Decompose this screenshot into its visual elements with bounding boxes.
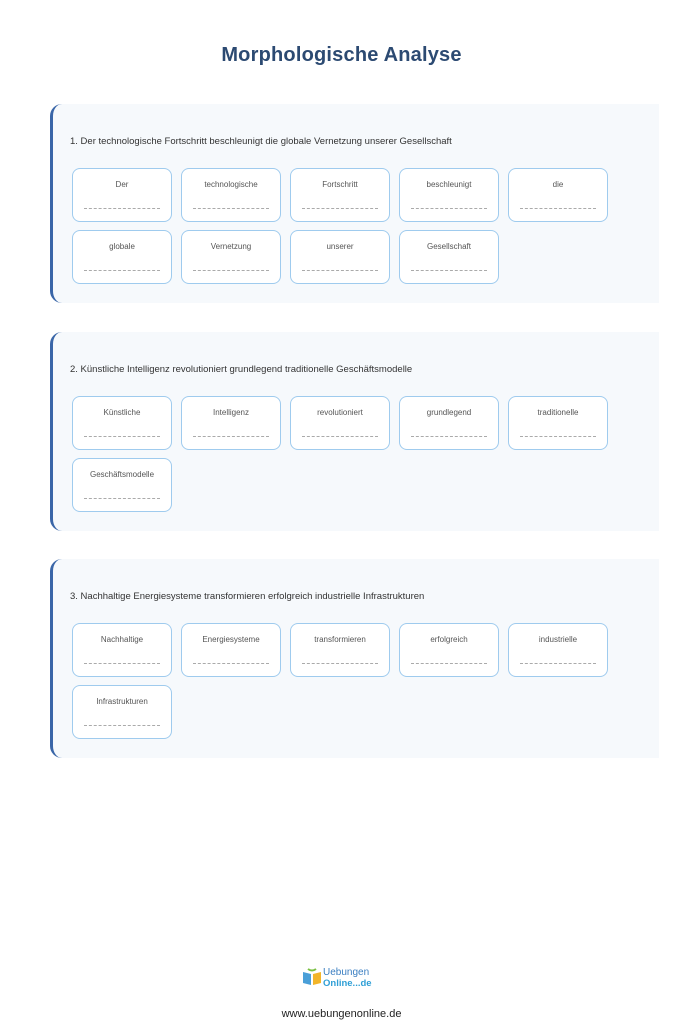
answer-line [84,270,160,271]
word-label: technologische [204,180,258,189]
site-logo[interactable] [302,966,382,994]
word-box[interactable] [181,168,281,222]
answer-line [411,436,487,437]
sentence-text: 2. Künstliche Intelligenz revolutioniert grundlegend traditionelle Geschäftsmodelle [70,364,413,375]
answer-line [193,270,269,271]
answer-line [302,436,378,437]
word-grid [72,168,632,284]
sentence-text: 3. Nachhaltige Energiesysteme transformieren erfolgreich industrielle Infrastrukturen [70,591,425,602]
answer-line [84,208,160,209]
answer-line [193,663,269,664]
answer-line [411,663,487,664]
word-box[interactable] [508,168,608,222]
answer-line [520,436,596,437]
word-label: Geschäftsmodelle [89,470,155,479]
word-box[interactable] [72,230,172,284]
word-box[interactable] [72,685,172,739]
answer-line [84,498,160,499]
word-box[interactable] [72,396,172,450]
answer-line [193,208,269,209]
word-label: grundlegend [426,408,472,417]
word-grid [72,396,632,512]
sentence-text: 1. Der technologische Fortschritt beschleunigt die globale Vernetzung unserer Gesellschaft [70,136,452,147]
footer-url[interactable]: www.uebungenonline.de [281,1008,402,1020]
answer-line [302,270,378,271]
word-box[interactable] [72,458,172,512]
word-label: Nachhaltige [100,635,144,644]
word-grid [72,623,632,739]
sentence-section-1 [50,104,659,303]
word-label: Fortschritt [322,180,358,189]
answer-line [411,208,487,209]
word-label: Der [115,180,129,189]
word-box[interactable] [399,230,499,284]
word-box[interactable] [72,623,172,677]
word-label: erfolgreich [430,635,468,644]
page-title: Morphologische Analyse [221,44,462,66]
word-label: globale [109,242,135,251]
word-box[interactable] [290,623,390,677]
logo-text-top: Uebungen [323,967,370,978]
word-box[interactable] [181,396,281,450]
word-label: transformieren [314,635,366,644]
sentence-section-3 [50,559,659,758]
answer-line [84,663,160,664]
word-label: revolutioniert [317,408,363,417]
word-label: industrielle [538,635,578,644]
word-box[interactable] [290,168,390,222]
word-label: Energiesysteme [202,635,260,644]
word-label: traditionelle [537,408,579,417]
word-box[interactable] [399,623,499,677]
word-label: Gesellschaft [426,242,472,251]
word-box[interactable] [181,230,281,284]
sentence-section-2 [50,332,659,531]
answer-line [84,436,160,437]
word-box[interactable] [508,623,608,677]
logo-text-bottom: Online...de [323,978,372,989]
answer-line [520,208,596,209]
word-label: beschleunigt [426,180,472,189]
word-box[interactable] [399,396,499,450]
answer-line [84,725,160,726]
answer-line [411,270,487,271]
word-box[interactable] [181,623,281,677]
word-box[interactable] [399,168,499,222]
word-label: Infrastrukturen [96,697,148,706]
word-box[interactable] [290,230,390,284]
answer-line [193,436,269,437]
word-box[interactable] [72,168,172,222]
word-box[interactable] [290,396,390,450]
word-label: Intelligenz [212,408,250,417]
word-label: unserer [326,242,354,251]
answer-line [520,663,596,664]
word-label: die [552,180,564,189]
answer-line [302,663,378,664]
word-label: Vernetzung [210,242,252,251]
book-icon [302,968,322,986]
word-box[interactable] [508,396,608,450]
answer-line [302,208,378,209]
word-label: Künstliche [103,408,141,417]
